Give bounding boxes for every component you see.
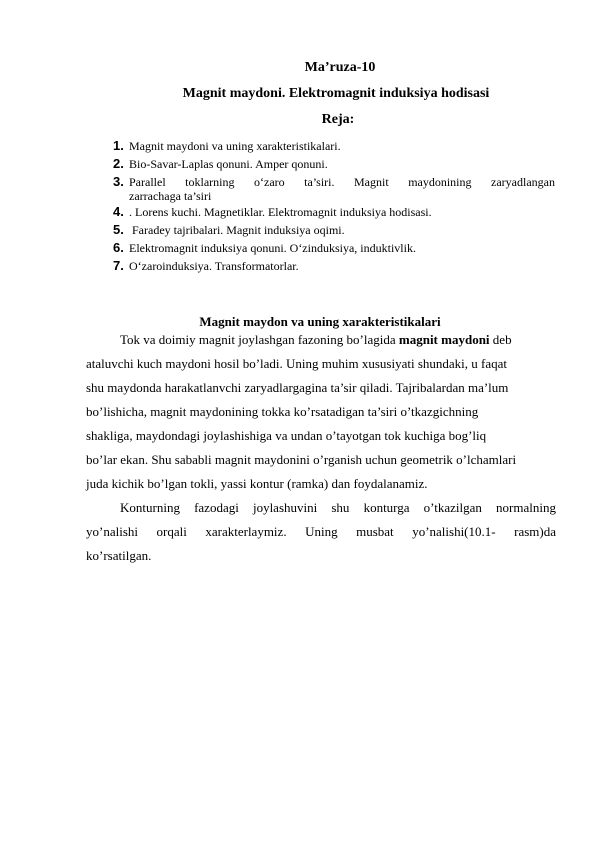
paragraph-1 xyxy=(86,328,556,496)
plan-item-number: 2. xyxy=(113,156,124,171)
paragraph-line: ataluvchi kuch maydoni hosil bo’ladi. Uning muhim xususiyati shundaki, u faqat xyxy=(86,356,507,371)
plan-item xyxy=(113,259,555,273)
plan-item xyxy=(113,205,555,219)
plan-item-text: Magnit maydoni va uning xarakteristikalari. xyxy=(129,139,341,153)
plan-item-text: . Lorens kuchi. Magnetiklar. Elektromagnit induksiya hodisasi. xyxy=(129,205,432,219)
lecture-number: Ma’ruza-10 xyxy=(304,60,376,75)
paragraph-text: deb xyxy=(489,332,512,347)
plan-item xyxy=(113,139,555,153)
lecture-topic: Magnit maydoni. Elektromagnit induksiya hodisasi xyxy=(182,86,490,101)
plan-item xyxy=(113,223,555,237)
paragraph-line: juda kichik bo’lgan tokli, yassi kontur (ramka) dan foydalanamiz. xyxy=(86,476,428,491)
plan-item-text: Faradey tajribalari. Magnit induksiya oqimi. xyxy=(129,223,345,237)
paragraph-line: bo’lar ekan. Shu sababli magnit maydonini o’rganish uchun geometrik o’lchamlari xyxy=(86,452,517,467)
plan-item xyxy=(113,241,555,255)
plan-item-number: 4. xyxy=(113,204,124,219)
paragraph-line: shakliga, maydondagi joylashishiga va undan o’tayotgan tok kuchiga bog’liq xyxy=(86,428,487,443)
paragraph-2 xyxy=(86,496,556,568)
plan-item-text: Parallel toklarning o‘zaro ta’siri. Magnit maydonining zaryadlangan xyxy=(129,175,555,189)
plan-item-text: Elektromagnit induksiya qonuni. O‘zinduksiya, induktivlik. xyxy=(129,241,416,255)
plan-item-number: 3. xyxy=(113,174,124,189)
term-magnetic-field: magnit maydoni xyxy=(398,332,490,347)
plan-item-continuation: zarrachaga ta’siri xyxy=(129,189,212,203)
plan-item-number: 5. xyxy=(113,222,124,237)
plan-item-text: O‘zaroinduksiya. Transformatorlar. xyxy=(129,259,299,273)
plan-item xyxy=(113,157,555,171)
plan-heading: Reja: xyxy=(321,112,355,127)
plan-list xyxy=(113,139,555,277)
paragraph-line: Konturning fazodagi joylashuvini shu konturga o’tkazilgan normalning xyxy=(120,500,556,515)
paragraph-line: shu maydonda harakatlanvchi zaryadlargagina ta’sir qiladi. Tajribalardan ma’lum xyxy=(86,380,509,395)
paragraph-text: Tok va doimiy magnit joylashgan fazoning bo’lagida xyxy=(120,332,399,347)
plan-item-number: 7. xyxy=(113,258,124,273)
plan-item xyxy=(113,175,555,203)
paragraph-line: ko’rsatilgan. xyxy=(86,548,152,563)
paragraph-line: bo’lishicha, magnit maydonining tokka ko’rsatadigan ta’siri o’tkazgichning xyxy=(86,404,479,419)
plan-item-number: 6. xyxy=(113,240,124,255)
paragraph-line xyxy=(86,328,556,352)
section-title: Magnit maydon va uning xarakteristikalari xyxy=(199,314,441,329)
plan-item-text: Bio-Savar-Laplas qonuni. Amper qonuni. xyxy=(129,157,328,171)
plan-item-number: 1. xyxy=(113,138,124,153)
paragraph-line: yo’nalishi orqali xarakterlaymiz. Uning musbat yo’nalishi(10.1- rasm)da xyxy=(86,524,556,539)
